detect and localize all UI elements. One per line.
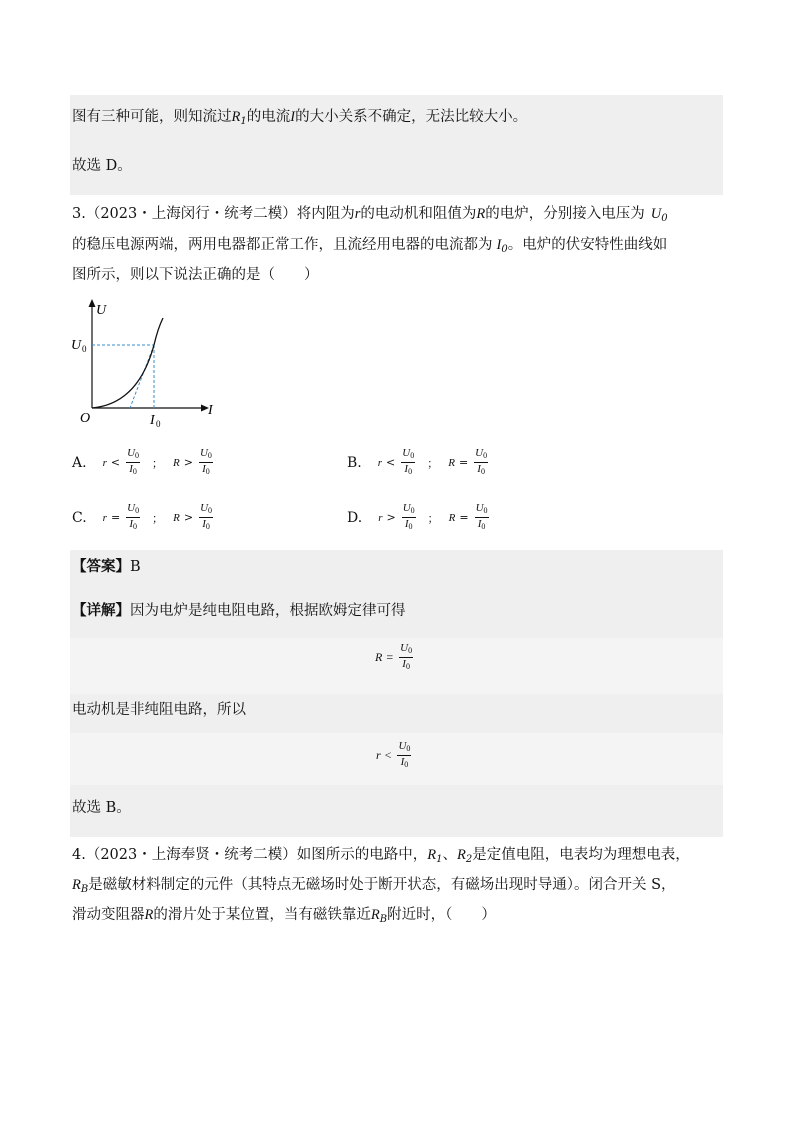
symbol-RB: R (370, 907, 380, 923)
fraction-u0-i0 (126, 502, 140, 533)
detail-line (72, 601, 406, 621)
option-a[interactable] (72, 447, 215, 478)
fraction-u0-i0 (199, 502, 213, 533)
i0-label: I (150, 413, 155, 428)
var-r: r (378, 511, 383, 524)
symbol-R2: R (456, 847, 466, 863)
detail-text: 因为电炉是纯电阻电路，根据欧姆定律可得 (130, 603, 406, 619)
final-choice: 故选 B。 (72, 800, 131, 816)
text-segment: 。电炉的伏安特性曲线如 (507, 237, 668, 253)
relation: = (459, 511, 469, 524)
frac-den: I (477, 463, 481, 475)
symbol-RB: R (72, 877, 81, 893)
symbol-R1: R (427, 847, 437, 863)
symbol-i: I (290, 109, 296, 125)
subscript: 2 (465, 854, 473, 865)
option-d[interactable] (347, 502, 491, 533)
y-axis-label: U (96, 303, 107, 318)
text-segment: 的滑片处于某位置，当有磁铁靠近 (153, 907, 371, 923)
fraction-u0-i0 (126, 447, 140, 478)
frac-sub: 0 (410, 451, 415, 460)
frac-sub: 0 (135, 451, 140, 460)
frac-sub: 0 (405, 662, 410, 671)
relation: > (386, 511, 396, 524)
relation: > (183, 511, 194, 524)
frac-sub: 0 (408, 467, 413, 476)
relation: < (386, 456, 396, 469)
var-r: r (377, 456, 383, 469)
text-segment: 是磁敏材料制定的元件（其特点无磁场时处于断开状态，有磁场出现时导通）。闭合开关 S， (88, 877, 676, 893)
frac-num: U (475, 502, 484, 514)
motor-line: 电动机是非纯阻电路，所以 (72, 702, 246, 718)
symbol-U: U (650, 206, 662, 222)
characteristic-curve (92, 318, 163, 408)
frac-sub: 0 (208, 506, 213, 515)
answer-tag: 【答案】 (72, 558, 130, 575)
fraction-u0-i0 (401, 447, 415, 478)
separator: ； (152, 456, 164, 470)
frac-sub: 0 (207, 451, 212, 460)
y-axis-arrow-icon (89, 299, 96, 307)
symbol-I: I (496, 237, 502, 253)
eq-relation: < (384, 748, 392, 762)
frac-num: U (127, 502, 136, 514)
text-segment: 、 (442, 847, 457, 863)
relation: = (458, 456, 469, 469)
q3-stem-line-2 (72, 235, 667, 260)
frac-den: I (202, 463, 206, 475)
option-label: A. (72, 454, 87, 471)
q3-stem-line-1 (72, 204, 668, 229)
frac-sub: 0 (483, 506, 488, 515)
equation-r-less (376, 740, 413, 771)
frac-den: I (404, 518, 409, 530)
prev-answer-line-1 (72, 107, 527, 132)
frac-den: I (404, 463, 409, 475)
x-axis-label: I (208, 403, 213, 418)
relation: > (183, 456, 193, 469)
separator: ； (152, 511, 164, 525)
var-R: R (173, 511, 180, 524)
frac-den: I (129, 518, 133, 530)
var-r: r (102, 511, 107, 524)
frac-sub: 0 (205, 467, 210, 476)
frac-num: U (199, 447, 208, 459)
q4-stem-line-3 (72, 905, 496, 930)
frac-sub: 0 (135, 506, 140, 515)
frac-sub: 0 (481, 522, 486, 531)
frac-sub: 0 (132, 522, 137, 531)
equation-r-equals (375, 642, 415, 673)
text-segment: 的电炉，分别接入电压为 (485, 206, 645, 222)
answer-value: B (130, 559, 141, 575)
prev-answer-choice: 故选 D。 (72, 158, 132, 174)
frac-num: U (398, 740, 407, 752)
frac-den: I (400, 756, 405, 768)
symbol-R: R (144, 907, 154, 923)
frac-sub: 0 (408, 646, 413, 655)
frac-num: U (402, 447, 411, 459)
subscript: 0 (661, 213, 668, 224)
fraction-u0-i0 (402, 502, 416, 533)
text-segment: 是定值电阻，电表均为理想电表， (472, 847, 690, 863)
text-segment: 的大小关系不确定，无法比较大小。 (295, 109, 528, 125)
u0-label: U (71, 338, 82, 353)
option-label: C. (72, 509, 87, 526)
ui-characteristic-graph (66, 296, 226, 431)
relation: < (110, 456, 121, 469)
frac-sub: 0 (410, 506, 415, 515)
fraction-u0-i0 (399, 642, 413, 673)
relation: = (110, 511, 121, 524)
text-segment: 附近时，（ ） (387, 907, 496, 923)
eq-lhs: R (375, 650, 383, 664)
frac-den: I (129, 463, 133, 475)
subscript: 1 (436, 854, 443, 865)
fraction-u0-i0 (397, 740, 411, 771)
option-c[interactable] (72, 502, 215, 533)
q3-stem-line-3: 图所示，则以下说法正确的是（ ） (72, 267, 319, 283)
eq-lhs: r (376, 748, 381, 762)
i0-subscript: 0 (156, 419, 161, 429)
eq-relation: = (386, 650, 394, 664)
text-segment: 的电动机和阻值为 (360, 206, 477, 222)
subscript: 0 (501, 244, 508, 255)
frac-num: U (475, 447, 484, 459)
option-label: D. (347, 509, 363, 526)
frac-sub: 0 (406, 744, 411, 753)
frac-num: U (400, 642, 409, 654)
frac-sub: 0 (132, 467, 137, 476)
q4-stem-line-2 (72, 875, 676, 900)
symbol-r1: R (231, 109, 241, 125)
option-b[interactable] (347, 447, 490, 478)
subscript: 1 (240, 116, 247, 127)
answer-line (72, 557, 141, 577)
frac-sub: 0 (404, 760, 409, 769)
frac-sub: 0 (205, 522, 210, 531)
u0-subscript: 0 (82, 344, 87, 354)
fraction-u0-i0 (475, 502, 489, 533)
q4-stem-line-1 (72, 845, 690, 870)
symbol-r: r (354, 206, 361, 222)
frac-sub: 0 (480, 467, 485, 476)
option-label: B. (347, 454, 362, 471)
frac-num: U (200, 502, 209, 514)
var-R: R (448, 511, 456, 524)
text-segment: 4.（2023・上海奉贤・统考二模）如图所示的电路中， (72, 847, 428, 863)
fraction-u0-i0 (474, 447, 488, 478)
frac-den: I (477, 518, 482, 530)
frac-num: U (402, 502, 411, 514)
text-segment: 的稳压电源两端，两用电器都正常工作，且流经用电器的电流都为 (72, 237, 493, 253)
tangent-line (130, 345, 154, 408)
frac-sub: 0 (483, 451, 488, 460)
symbol-R: R (476, 206, 486, 222)
subscript: B (379, 914, 388, 925)
fraction-u0-i0 (199, 447, 213, 478)
frac-den: I (202, 518, 206, 530)
text-segment: 图有三种可能，则知流过 (72, 109, 232, 125)
origin-label: O (80, 411, 91, 426)
separator: ； (427, 511, 439, 525)
var-R: R (448, 456, 455, 469)
detail-tag: 【详解】 (72, 602, 130, 619)
var-r: r (102, 456, 107, 469)
text-segment: 3.（2023・上海闵行・统考二模）将内阻为 (72, 206, 355, 222)
var-R: R (173, 456, 180, 469)
text-segment: 的电流 (246, 109, 291, 125)
frac-den: I (402, 658, 406, 670)
separator: ； (427, 456, 439, 470)
frac-sub: 0 (408, 522, 413, 531)
text-segment: 滑动变阻器 (72, 907, 145, 923)
frac-num: U (127, 447, 136, 459)
subscript: B (80, 884, 89, 895)
